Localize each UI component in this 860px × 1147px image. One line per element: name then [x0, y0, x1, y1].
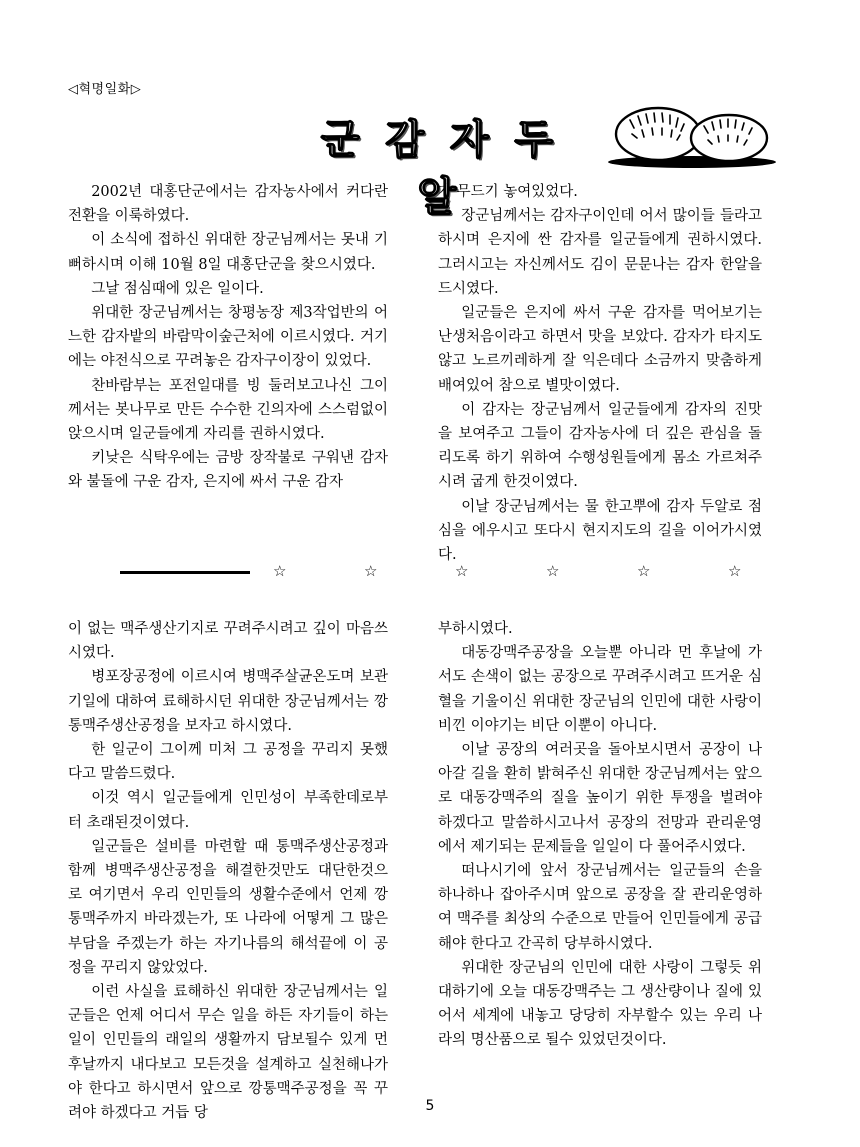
- paragraph: 2002년 대홍단군에서는 감자농사에서 커다란 전환을 이룩하였다.: [68, 184, 388, 225]
- paragraph: 병포장공정에 이르시여 병맥주살균온도며 보관기일에 대하여 료해하시던 위대한 장군님께서는 깡통맥주생산공정을 보자고 하시였다.: [68, 669, 388, 734]
- paragraph: 이것 역시 일군들에게 인민성이 부족한데로부터 초래된것이였다.: [68, 790, 388, 831]
- column-bottom-left: [68, 617, 388, 1125]
- divider-star: ☆: [728, 562, 742, 580]
- divider-star: ☆: [637, 562, 651, 580]
- paragraph: 일군들은 설비를 마련할 때 통맥주생산공정과 함께 병맥주생산공정을 해결한것만도 대단한것으로 여기면서 우리 인민들의 생활수준에서 언제 깡통맥주까지 바라겠는가, 또 나라에 어떻게 그 많은 부담을 주겠는가 하는 자기나름의 해석끝에 이 공정을 꾸리지 않았었다.: [68, 838, 388, 976]
- divider-star: ☆: [273, 562, 287, 580]
- page-number: 5: [425, 1098, 435, 1114]
- paragraph-continued: 가 무드기 놓여있었다.: [438, 184, 578, 200]
- paragraph: 이날 장군님께서는 물 한고뿌에 감자 두알로 점심을 에우시고 또다시 현지지도의 길을 이어가시였다.: [438, 498, 762, 564]
- paragraph: 장군님께서는 감자구이인데 어서 많이들 들라고 하시며 은지에 싼 감자를 일군들에게 권하시였다. 그러시고는 자신께서도 김이 문문나는 감자 한알을 드시였다.: [438, 208, 762, 297]
- paragraph: 키낮은 식탁우에는 금방 장작불로 구워낸 감자와 불돌에 구운 감자, 은지에 싸서 구운 감자: [68, 450, 388, 491]
- page-title: 군 감 자 두 알: [320, 117, 560, 220]
- column-bottom-right: [438, 617, 762, 1053]
- paragraph: 이 소식에 접하신 위대한 장군님께서는 못내 기뻐하시며 이해 10월 8일 대홍단군을 찾으시였다.: [68, 232, 388, 273]
- paragraph: 이 감자는 장군님께서 일군들에게 감자의 진맛을 보여주고 그들이 감자농사에 더 깊은 관심을 돌리도록 하기 위하여 수행성원들에게 몸소 가르쳐주시려 굽게 한것이였다.: [438, 401, 762, 491]
- divider-star: ☆: [455, 562, 469, 580]
- paragraph: 그날 점심때에 있은 일이다.: [91, 280, 264, 297]
- paragraph: 한 일군이 그이께 미처 그 공정을 꾸리지 못했다고 말씀드렸다.: [68, 742, 388, 783]
- paragraph: 위대한 장군님께서는 창평농장 제3작업반의 어느한 감자밭의 바람막이숲근처에 이르시였다. 거기에는 야전식으로 꾸려놓은 감자구이장이 있었다.: [68, 305, 388, 370]
- paragraph: 이런 사실을 료해하신 위대한 장군님께서는 일군들은 언제 어디서 무슨 일을 하든 자기들이 하는 일이 인민들의 래일의 생활까지 담보될수 있게 먼 후날까지 내다보고 모든것을 설계하고 실천해나가야 한다고 하시면서 앞으로 깡통맥주공정을 꼭 꾸려야 하겠다고 거듭 당: [68, 984, 388, 1122]
- paragraph-continued: 부하시였다.: [438, 621, 513, 637]
- column-top-right: [438, 180, 762, 567]
- divider-star: ☆: [364, 562, 378, 580]
- column-top-left: [68, 180, 388, 495]
- paragraph-continued: 이 없는 맥주생산기지로 꾸려주시려고 깊이 마음쓰시였다.: [68, 621, 388, 662]
- section-tag: ◁혁명일화▷: [68, 82, 142, 97]
- paragraph: 찬바람부는 포전일대를 빙 둘러보고나신 그이께서는 봇나무로 만든 수수한 긴의자에 스스럼없이 앉으시며 일군들에게 자리를 권하시였다.: [68, 377, 388, 443]
- paragraph: 이날 공장의 여러곳을 돌아보시면서 공장이 나아갈 길을 환히 밝혀주신 위대한 장군님께서는 앞으로 대동강맥주의 질을 높이기 위한 투쟁을 벌려야 하겠다고 말씀하시고나서 공장의 전망과 관리운영에서 제기되는 문제들을 일일이 다 풀어주시였다.: [438, 742, 762, 855]
- paragraph: 일군들은 은지에 싸서 구운 감자를 먹어보기는 난생처음이라고 하면서 맛을 보았다. 감자가 타지도 않고 노르끼레하게 잘 익은데다 소금까지 맞춤하게 배여있어 참으로 별맛이였다.: [438, 305, 762, 394]
- paragraph: 위대한 장군님의 인민에 대한 사랑이 그렇듯 위대하기에 오늘 대동강맥주는 그 생산량이나 질에 있어서 세계에 내놓고 당당히 자부할수 있는 우리 나라의 명산품으로 될수 있었던것이다.: [438, 959, 762, 1049]
- paragraph: 대동강맥주공장을 오늘뿐 아니라 먼 후날에 가서도 손색이 없는 공장으로 꾸려주시려고 뜨거운 심혈을 기울이신 위대한 장군님의 인민에 대한 사랑이 비낀 이야기는 비단 이뿐이 아니다.: [438, 645, 762, 734]
- divider-rule: [120, 571, 250, 574]
- paragraph: 떠나시기에 앞서 장군님께서는 일군들의 손을 하나하나 잡아주시며 앞으로 공장을 잘 관리운영하여 맥주를 최상의 수준으로 만들어 인민들에게 공급해야 한다고 간곡히 당부하시였다.: [438, 863, 762, 952]
- section-divider: [68, 560, 762, 586]
- baked-potatoes-illustration: [596, 104, 781, 170]
- divider-star: ☆: [546, 562, 560, 580]
